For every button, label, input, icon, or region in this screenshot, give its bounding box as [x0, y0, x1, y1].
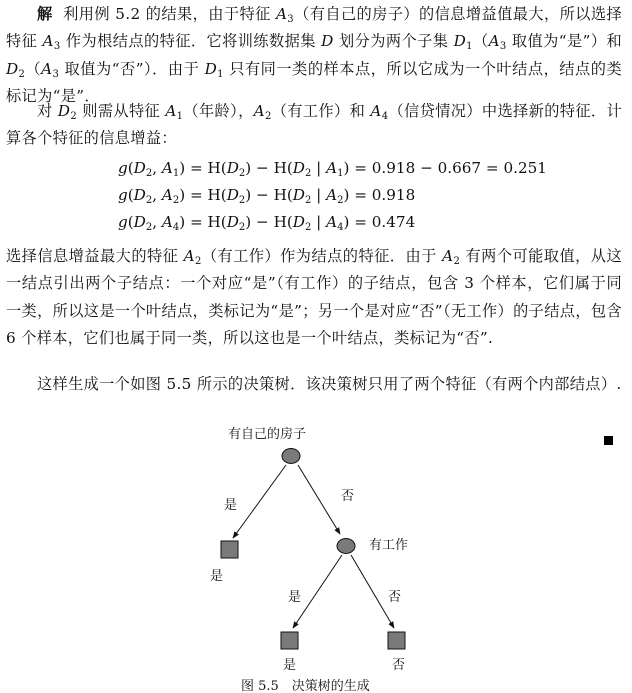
- math-var: A: [253, 102, 265, 120]
- math-var: A: [165, 102, 177, 120]
- text-run: 则需从特征: [77, 102, 166, 120]
- math-var: A: [183, 247, 195, 265]
- text-run: （: [472, 32, 489, 51]
- edge-root-to-leaf-yes: [233, 465, 286, 538]
- text-run: （信贷情况）中选择新的特征．计算各个特征的信息增益：: [6, 102, 623, 148]
- root-label: 有自己的房子: [228, 427, 307, 442]
- math-sub: 2: [70, 111, 78, 122]
- math-sub: 3: [499, 41, 507, 53]
- math-var: D: [321, 32, 334, 51]
- edge-label-yes: 是: [224, 498, 238, 513]
- math-var: D: [57, 102, 71, 120]
- edge-label-yes-2: 是: [288, 590, 302, 605]
- leaf-label-no: 否: [392, 658, 406, 673]
- equation-gain-a4: $g(D_2$, $A_4) = H(D_2) - H(D_2$ | $A_4) = 0.474$: [118, 213, 416, 233]
- math-sub: 1: [176, 111, 184, 122]
- math-var: D: [6, 59, 19, 78]
- math-sub: 3: [52, 68, 60, 80]
- internal-node-has-job: [337, 539, 355, 554]
- edge-label-no: 否: [341, 489, 355, 504]
- math-sub: 1: [217, 68, 224, 80]
- math-sub: 2: [194, 256, 202, 267]
- leaf-node-yes-1: [221, 541, 238, 558]
- text-run: 划分为两个子集: [333, 32, 454, 51]
- math-var: A: [442, 247, 454, 265]
- text-run: 取值为“是”）和: [506, 32, 622, 51]
- leaf-label-yes-1: 是: [210, 569, 224, 584]
- math-sub: 2: [453, 256, 461, 267]
- leaf-node-no: [388, 632, 405, 649]
- text-run: 选择信息增益最大的特征: [6, 247, 184, 265]
- text-run: （: [25, 59, 42, 78]
- math-var: A: [41, 59, 53, 78]
- math-var: A: [488, 32, 500, 51]
- math-sub: 2: [18, 68, 26, 80]
- math-var: D: [453, 32, 467, 51]
- leaf-node-yes-2: [281, 632, 298, 649]
- math-var: D: [204, 59, 218, 78]
- math-sub: 1: [466, 41, 473, 53]
- math-sub: 4: [381, 111, 389, 122]
- math-var: A: [370, 102, 382, 120]
- equation-gain-a1: $g(D_2$, $A_1) = H(D_2) - H(D_2$ | $A_1) = 0.918 - 0.667 = 0.251$: [118, 159, 547, 179]
- text-run: （年龄），: [183, 102, 254, 120]
- math-sub: 3: [287, 14, 294, 25]
- text-run: （有工作）和: [271, 102, 371, 120]
- solution-lead: 解: [37, 5, 53, 23]
- math-sub: 2: [265, 111, 272, 122]
- text-run: （有工作）作为结点的特征．由于: [201, 247, 443, 265]
- text-run: 取值为“否”）．由于: [59, 59, 205, 78]
- text-run: 利用例 5.2 的结果，由于特征: [63, 5, 276, 23]
- text-run: 这样生成一个如图 5.5 所示的决策树．该决策树只用了两个特征（有两个内部结点）.: [37, 375, 622, 393]
- text-run: 只有同一类的样本点，所以它成为一个叶结点，结点的类标记为“是”．: [6, 59, 622, 106]
- math-sub: 3: [53, 41, 61, 53]
- math-var: A: [275, 5, 288, 23]
- leaf-label-yes-2: 是: [283, 658, 297, 673]
- text-run: （有自己的房子）的信息增益值最大，所以选择特征: [6, 5, 622, 51]
- text-run: 有两个可能取值，从这一结点引出两个子结点：一个对应“是”（有工作）的子结点，包含 3 个样本，它们属于同一类，所以这是一个叶结点，类标记为“是”；另一个是对应“否”（无工作）的子结点，包含 6 个样本，它们也属于同一类，所以这也是一个叶结点，类标记为“否”.: [6, 247, 622, 348]
- edge-root-to-has-job: [298, 465, 340, 534]
- text-run: 作为根结点的特征．它将训练数据集: [60, 32, 322, 51]
- equation-gain-a2: $g(D_2$, $A_2) = H(D_2) - H(D_2$ | $A_2) = 0.918$: [118, 186, 416, 206]
- text-run: 对: [37, 102, 58, 120]
- root-node: [282, 449, 300, 464]
- edge-label-no-2: 否: [388, 590, 402, 605]
- math-var: A: [42, 32, 54, 51]
- internal-node-label: 有工作: [369, 538, 409, 553]
- figure-caption: 图 5.5 决策树的生成: [241, 679, 370, 693]
